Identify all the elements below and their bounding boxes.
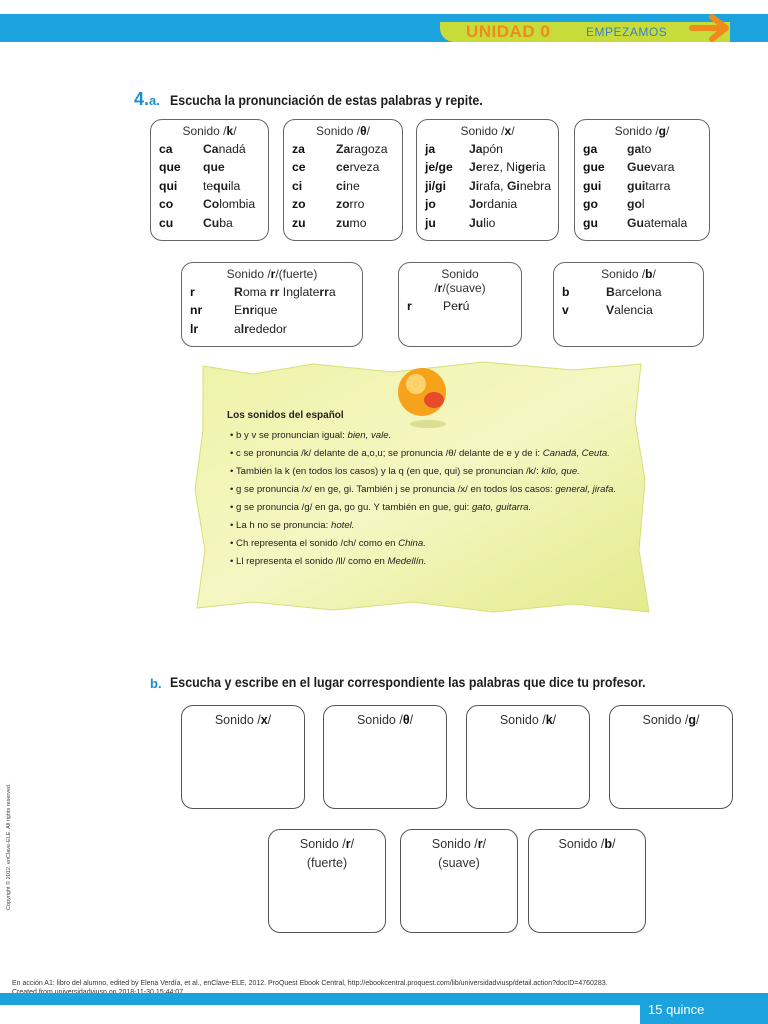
- syllable: ca: [159, 142, 173, 156]
- sound-row: [583, 195, 709, 213]
- answer-box-g[interactable]: [609, 705, 733, 809]
- note-bullet: • También la k (en todos los casos) y la q (en que, qui) se pronuncian /k/: kilo, que.: [230, 466, 580, 477]
- example-word: gato: [627, 142, 652, 156]
- example-word: cine: [336, 178, 360, 193]
- syllable: r: [407, 299, 412, 313]
- sound-row: [425, 214, 558, 232]
- answer-box-title: Sonido /r/ (suave): [431, 837, 487, 870]
- sound-row: [562, 283, 703, 301]
- sound-row: [190, 320, 362, 338]
- example-word: Jerez, Nigeria: [469, 160, 546, 175]
- example-word: Canadá: [203, 142, 246, 156]
- syllable: jo: [425, 197, 436, 212]
- example-word: Colombia: [203, 197, 256, 212]
- syllable: zo: [292, 197, 306, 212]
- sound-row: [292, 140, 402, 158]
- syllable: que: [159, 160, 181, 175]
- sound-box-title: Sonido /x/: [460, 124, 515, 138]
- note-bullet: • g se pronuncia /x/ en ge, gi. También j se pronuncia /x/ en todos los casos: general, jirafa.: [230, 484, 617, 495]
- exercise-number: 4.a.: [134, 89, 160, 109]
- syllable: co: [159, 197, 174, 212]
- answer-box-title: Sonido /g/: [642, 713, 700, 727]
- answer-box-title: Sonido /k/: [499, 713, 557, 727]
- note-content: [227, 410, 647, 573]
- example-word: zorro: [336, 197, 365, 212]
- sound-box-k: [150, 119, 269, 241]
- sound-row: [159, 140, 268, 158]
- example-word: Jordania: [469, 197, 518, 212]
- example-word: Perú: [443, 299, 470, 313]
- example-word: zumo: [336, 215, 367, 230]
- sound-row: [292, 195, 402, 213]
- syllable: v: [562, 303, 569, 318]
- footer-citation: En acción A1: libro del alumno, edited by Elena Verdía, et al., enClave-ELE, 2012. ProQuest Ebook Central, http://ebookcentral.proquest.com/lib/universidadviusp/detail.action?docID=4760283.: [12, 980, 608, 987]
- example-word: Jirafa, Ginebra: [469, 178, 551, 193]
- sound-row: [562, 301, 703, 319]
- sound-box-title: Sonido /r/(suave): [434, 267, 486, 295]
- syllable: za: [292, 142, 305, 156]
- sound-row: [583, 158, 709, 176]
- syllable: ce: [292, 160, 306, 175]
- sound-box-title: Sonido /r/(fuerte): [226, 267, 318, 281]
- sound-row: [583, 140, 709, 158]
- syllable: cu: [159, 215, 174, 230]
- example-word: guitarra: [627, 178, 671, 193]
- example-word: Barcelona: [606, 285, 662, 299]
- sound-row: [159, 177, 268, 195]
- side-copyright: Copyright © 2012. enClave-ELE. All rights reserved.: [6, 783, 12, 910]
- example-word: Enrique: [234, 303, 278, 318]
- example-word: que: [203, 160, 225, 175]
- sound-row: [292, 177, 402, 195]
- note-bullet: • b y v se pronuncian igual: bien, vale.: [230, 430, 392, 441]
- answer-box-r-fuerte[interactable]: [268, 829, 386, 933]
- example-word: Roma rr Inglaterra: [234, 285, 336, 299]
- answer-box-k[interactable]: [466, 705, 590, 809]
- syllable: gue: [583, 160, 605, 175]
- arrow-right-icon: [688, 12, 740, 44]
- syllable: go: [583, 197, 598, 212]
- syllable: ci: [292, 178, 303, 193]
- unit-title: UNIDAD 0: [466, 22, 551, 41]
- sound-row: [425, 158, 558, 176]
- note-bullet: • g se pronuncia /g/ en ga, go gu. Y también en gue, gui: gato, guitarra.: [230, 502, 532, 513]
- syllable: ja: [425, 142, 436, 156]
- syllable: ju: [425, 215, 436, 230]
- syllable: b: [562, 285, 570, 299]
- answer-box-title: Sonido /θ/: [356, 713, 414, 727]
- sound-box-x: [416, 119, 559, 241]
- example-word: Zaragoza: [336, 142, 388, 156]
- exercise-b-letter: b.: [150, 676, 162, 691]
- sound-box-title: Sonido /k/: [182, 124, 237, 138]
- example-word: Guevara: [627, 160, 675, 175]
- sound-row: [190, 283, 362, 301]
- note-bullet: • Ll representa el sonido /ll/ como en Medellín.: [230, 556, 427, 567]
- page-number: 15 quince: [648, 1002, 705, 1017]
- example-word: Guatemala: [627, 215, 688, 230]
- syllable: zu: [292, 215, 306, 230]
- example-word: alrededor: [234, 321, 287, 336]
- sound-row: [159, 214, 268, 232]
- sound-row: [407, 297, 521, 315]
- sound-box-title: Sonido /θ/: [316, 124, 370, 138]
- note-bullet: • La h no se pronuncia: hotel.: [230, 520, 355, 531]
- sound-box-θ: [283, 119, 403, 241]
- note-bullet: • Ch representa el sonido /ch/ como en China.: [230, 538, 426, 549]
- sound-box-title: Sonido /g/: [614, 124, 670, 138]
- sound-row: [159, 195, 268, 213]
- syllable: gui: [583, 178, 602, 193]
- syllable: lr: [190, 321, 199, 336]
- syllable: qui: [159, 178, 178, 193]
- example-word: Cuba: [203, 215, 233, 230]
- answer-box-b[interactable]: [528, 829, 646, 933]
- example-word: Japón: [469, 142, 503, 156]
- example-word: gol: [627, 197, 645, 212]
- syllable: je/ge: [425, 160, 453, 175]
- note-title: Los sonidos del español: [227, 410, 344, 421]
- example-word: cerveza: [336, 160, 380, 175]
- answer-box-r-suave[interactable]: [400, 829, 518, 933]
- answer-box-title: Sonido /b/: [558, 837, 616, 851]
- sound-row: [583, 177, 709, 195]
- answer-box-x[interactable]: [181, 705, 305, 809]
- sound-box-b: [553, 262, 704, 347]
- sound-row: [425, 195, 558, 213]
- example-word: Valencia: [606, 303, 653, 318]
- sound-row: [292, 158, 402, 176]
- section-title: EMPEZAMOS: [586, 25, 668, 39]
- exercise-b-instruction: Escucha y escribe en el lugar correspondiente las palabras que dice tu profesor.: [170, 675, 646, 690]
- sound-row: [190, 301, 362, 319]
- sound-box-title: Sonido /b/: [601, 267, 656, 281]
- sound-box-r-suave: [398, 262, 522, 347]
- syllable: nr: [190, 303, 203, 318]
- syllable: ga: [583, 142, 598, 156]
- syllable: gu: [583, 215, 598, 230]
- answer-box-θ[interactable]: [323, 705, 447, 809]
- answer-box-title: Sonido /r/ (fuerte): [299, 837, 355, 870]
- sound-box-g: [574, 119, 710, 241]
- exercise-a-instruction: Escucha la pronunciación de estas palabras y repite.: [170, 93, 483, 108]
- answer-box-title: Sonido /x/: [214, 713, 272, 727]
- sound-row: [425, 140, 558, 158]
- sound-row: [583, 214, 709, 232]
- sound-row: [159, 158, 268, 176]
- example-word: tequila: [203, 178, 241, 193]
- syllable: ji/gi: [425, 178, 446, 193]
- sound-box-r-fuerte: [181, 262, 363, 347]
- sound-row: [425, 177, 558, 195]
- note-bullet: • c se pronuncia /k/ delante de a,o,u; se pronuncia /θ/ delante de e y de i: Canadá, Ceuta.: [230, 448, 610, 459]
- sound-row: [292, 214, 402, 232]
- example-word: Julio: [469, 215, 496, 230]
- syllable: r: [190, 285, 195, 299]
